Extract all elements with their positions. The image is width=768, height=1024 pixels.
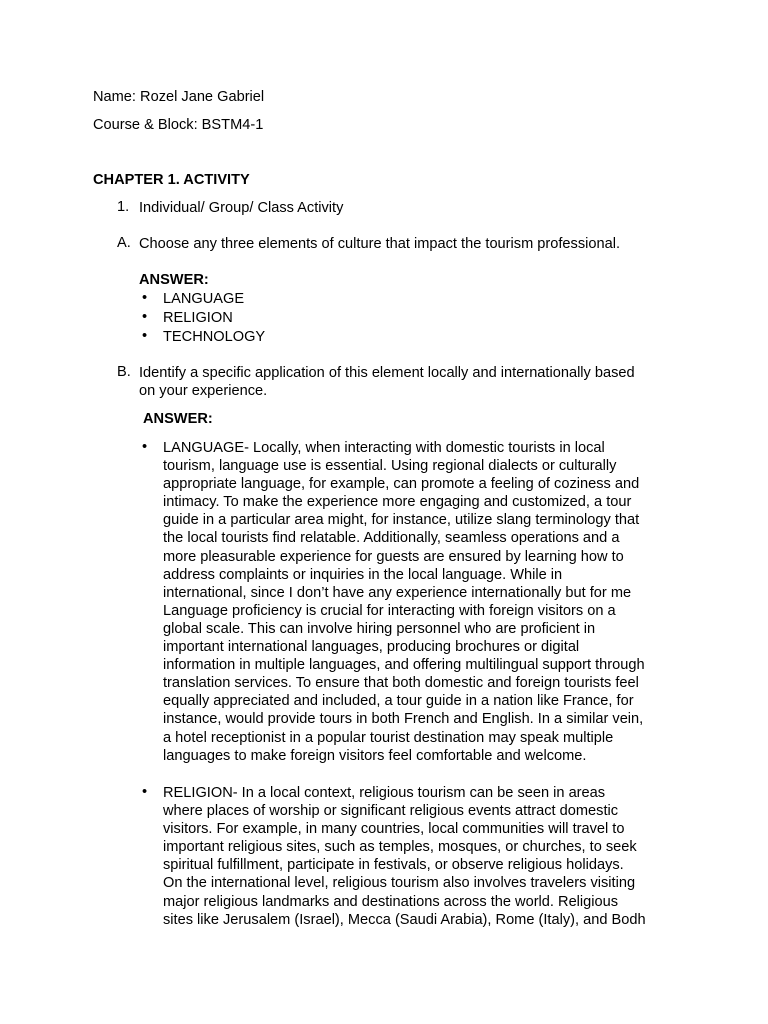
answer-item-technology: TECHNOLOGY — [163, 329, 266, 345]
bullet-glyph: • — [142, 309, 148, 325]
language-paragraph-line: Language proficiency is crucial for interacting with foreign visitors on a — [163, 602, 616, 619]
bullet-glyph: • — [142, 328, 148, 344]
chapter-title: CHAPTER 1. ACTIVITY — [93, 172, 250, 188]
religion-paragraph-line: spiritual fulfillment, participate in festivals, or observe religious holidays. — [163, 857, 624, 874]
item-b-marker: B. — [117, 364, 131, 380]
bullet-glyph: • — [142, 784, 148, 800]
language-paragraph-line: appropriate language, for example, can promote a feeling of coziness and — [163, 476, 640, 493]
item-1-text: Individual/ Group/ Class Activity — [139, 200, 344, 216]
language-paragraph-line: translation services. To ensure that both domestic and foreign tourists feel — [163, 675, 639, 692]
religion-paragraph-line: where places of worship or significant religious events attract domestic — [163, 803, 619, 820]
religion-paragraph-line: RELIGION- In a local context, religious tourism can be seen in areas — [163, 785, 606, 801]
language-paragraph-line: tourism, language use is essential. Using regional dialects or culturally — [163, 458, 617, 475]
answer-item-language: LANGUAGE — [163, 291, 245, 307]
religion-paragraph-line: sites like Jerusalem (Israel), Mecca (Saudi Arabia), Rome (Italy), and Bodh — [163, 911, 646, 928]
language-paragraph — [163, 439, 683, 765]
language-paragraph-line: equally appreciated and included, a tour guide in a nation like France, for — [163, 693, 634, 710]
item-b-text-line-2: on your experience. — [139, 383, 268, 399]
language-paragraph-line: information in multiple languages, and offering multilingual support through — [163, 657, 645, 674]
bullet-glyph: • — [142, 439, 148, 455]
religion-paragraph-line: major religious landmarks and destinations across the world. Religious — [163, 893, 619, 910]
language-paragraph-line: a hotel receptionist in a popular tourist destination may speak multiple — [163, 729, 614, 746]
language-paragraph-line: languages to make foreign visitors feel comfortable and welcome. — [163, 747, 587, 764]
student-name: Name: Rozel Jane Gabriel — [93, 89, 265, 105]
item-b-text-line-1: Identify a specific application of this element locally and internationally based — [139, 365, 635, 381]
item-a-answer-label: ANSWER: — [139, 272, 209, 288]
religion-paragraph-line: visitors. For example, in many countries, local communities will travel to — [163, 821, 625, 838]
religion-paragraph-line: important religious sites, such as temples, mosques, or churches, to seek — [163, 839, 637, 856]
religion-paragraph-line: On the international level, religious tourism also involves travelers visiting — [163, 875, 636, 892]
bullet-glyph: • — [142, 290, 148, 306]
language-paragraph-line: intimacy. To make the experience more engaging and customized, a tour — [163, 494, 632, 511]
language-paragraph-line: LANGUAGE- Locally, when interacting with domestic tourists in local — [163, 440, 605, 456]
language-paragraph-line: guide in a particular area might, for instance, utilize slang terminology that — [163, 512, 640, 529]
course-block: Course & Block: BSTM4-1 — [93, 117, 264, 133]
answer-item-religion: RELIGION — [163, 310, 233, 326]
language-paragraph-line: the local tourists find relatable. Additionally, seamless operations and a — [163, 530, 620, 547]
language-paragraph-line: instance, would provide tours in both French and English. In a similar vein, — [163, 711, 644, 728]
item-a-text: Choose any three elements of culture that impact the tourism professional. — [139, 236, 621, 252]
item-b-answer-label: ANSWER: — [143, 411, 213, 427]
item-a-marker: A. — [117, 235, 131, 251]
language-paragraph-line: important international languages, producing brochures or digital — [163, 639, 580, 656]
item-1-marker: 1. — [117, 199, 130, 215]
language-paragraph-line: global scale. This can involve hiring personnel who are proficient in — [163, 620, 596, 637]
language-paragraph-line: address complaints or inquiries in the local language. While in — [163, 566, 563, 583]
religion-paragraph — [163, 784, 683, 929]
language-paragraph-line: more pleasurable experience for guests are ensured by learning how to — [163, 548, 624, 565]
language-paragraph-line: international, since I don’t have any experience internationally but for me — [163, 584, 632, 601]
